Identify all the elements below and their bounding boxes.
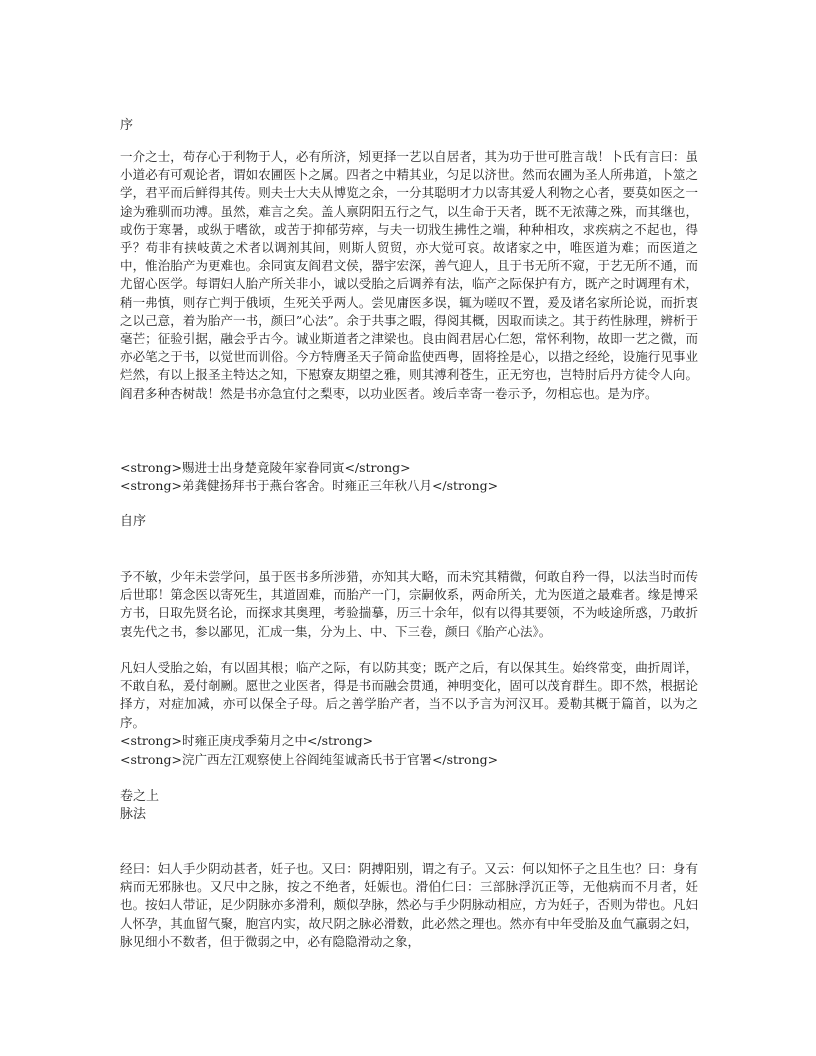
self-preface-signature-line-2: <strong>浣广西左江观察使上谷阎纯玺诚斋氏书于官署</strong> bbox=[120, 752, 499, 767]
preface-body: 一介之士，苟存心于利物于人，必有所济，矧更择一艺以自居者，其为功于世可胜言哉！卜氏有言曰：虽小道必有可观论者，谓如农圃医卜之属。四者之中精其业，匀足以济世。然而农圃为圣人所弗道，卜筮之学，君平而后鲜得其传。则夫士大夫从博览之余，一分其聪明才力以寄其爱人利物之心者，要莫如医之一途为雅驯而功溥。虽然，难言之矣。盖人禀阴阳五行之气，以生命于天者，既不无浓薄之殊，而其继也，或伤于寒暑，或纵于嗜欲，或苦于抑郁劳瘁，与夫一切戕生拂性之端，种种相攻，求疾病之不起也，得乎？苟非有挟岐黄之术者以调剂其间，则斯人贸贸，亦大觉可哀。故诸家之中，唯医道为难；而医道之中，惟治胎产为更难也。余同寅友阎君文侯，器宇宏深，善气迎人，且于书无所不窥，于艺无所不通，而尤留心医学。每谓妇人胎产所关非小，诚以受胎之后调养有法，临产之际保护有方，既产之时调理有术，稍一弗慎，则存亡判于俄顷，生死关乎两人。尝见庸医多误，辄为嗟叹不置，爰及诸名家所论说，而折衷之以己意，着为胎产一书，颜曰”心法”。余于共事之暇，得阅其概，因取而读之。其于药性脉理，辨析于毫芒；征验引据，融会乎古今。诚业斯道者之津梁也。良由阎君居心仁恕，常怀利物，故即一艺之微，而亦必笔之于书，以觉世而训俗。今方特膺圣天子简命监使西粤，固将拴是心，以措之经纶，设施行见事业烂然，有以上报圣主特达之知，下慰寮友期望之雅，则其溥利苍生，正无穷也，岂特肘后丹方徒令人向。阎君多种杏树哉！然是书亦急宜付之梨枣，以功业医者。竣后幸寄一卷示予，勿相忘也。是为序。 bbox=[120, 149, 698, 401]
volume-heading: 卷之上 bbox=[120, 789, 160, 804]
self-preface-paragraph-1: 予不敏，少年未尝学问，虽于医书多所涉猎，亦知其大略，而未究其精微，何敢自矜一得，以法当时而传后世耶！第念医以寄死生，其道固难，而胎产一门，宗嗣攸系，两命所关，尤为医道之最难者。缘是博采方书，日取先贤名论，而探求其奥理，考验揣摹，历三十余年，似有以得其要领，不为岐途所惑，乃敢折衷先代之书，参以鄙见，汇成一集，分为上、中、下三卷，颜曰《胎产心法》。 bbox=[120, 569, 698, 639]
self-preface-heading: 自序 bbox=[120, 514, 147, 529]
section-body: 经曰：妇人手少阴动甚者，妊子也。又曰：阴搏阳别，谓之有子。又云：何以知怀子之且生也？曰：身有病而无邪脉也。又尺中之脉，按之不绝者，妊娠也。滑伯仁曰：三部脉浮沉正等，无他病而不月者，妊也。按妇人带证，足少阴脉亦多滑利，颇似孕脉，然必与手少阴脉动相应，方为妊子，否则为带也。凡妇人怀孕，其血留气聚，胞宫内实，故尺阴之脉必滑数，此必然之理也。然亦有中年受胎及血气羸弱之妇，脉见细小不数者，但于微弱之中，必有隐隐滑动之象， bbox=[120, 861, 698, 949]
self-preface-paragraph-2: 凡妇人受胎之始，有以固其根；临产之际，有以防其变；既产之后，有以保其生。始终常变，曲折周详，不敢自私，爰付剞劂。愿世之业医者，得是书而融会贯通，神明变化，固可以茂育群生。即不然，根据论择方，对症加减，亦可以保全子母。后之善学胎产者，当不以予言为河汉耳。爰勒其概于篇首，以为之序。 bbox=[120, 660, 698, 730]
section-heading: 脉法 bbox=[120, 807, 147, 822]
preface-signature-line-1: <strong>赐进士出身楚竟陵年家眷同寅</strong> bbox=[120, 460, 411, 475]
self-preface-signature-line-1: <strong>时雍正庚戌季菊月之中</strong> bbox=[120, 733, 374, 748]
preface-heading: 序 bbox=[120, 118, 134, 133]
preface-signature-line-2: <strong>弟龚健扬拜书于燕台客舍。时雍正三年秋八月</strong> bbox=[120, 478, 499, 493]
